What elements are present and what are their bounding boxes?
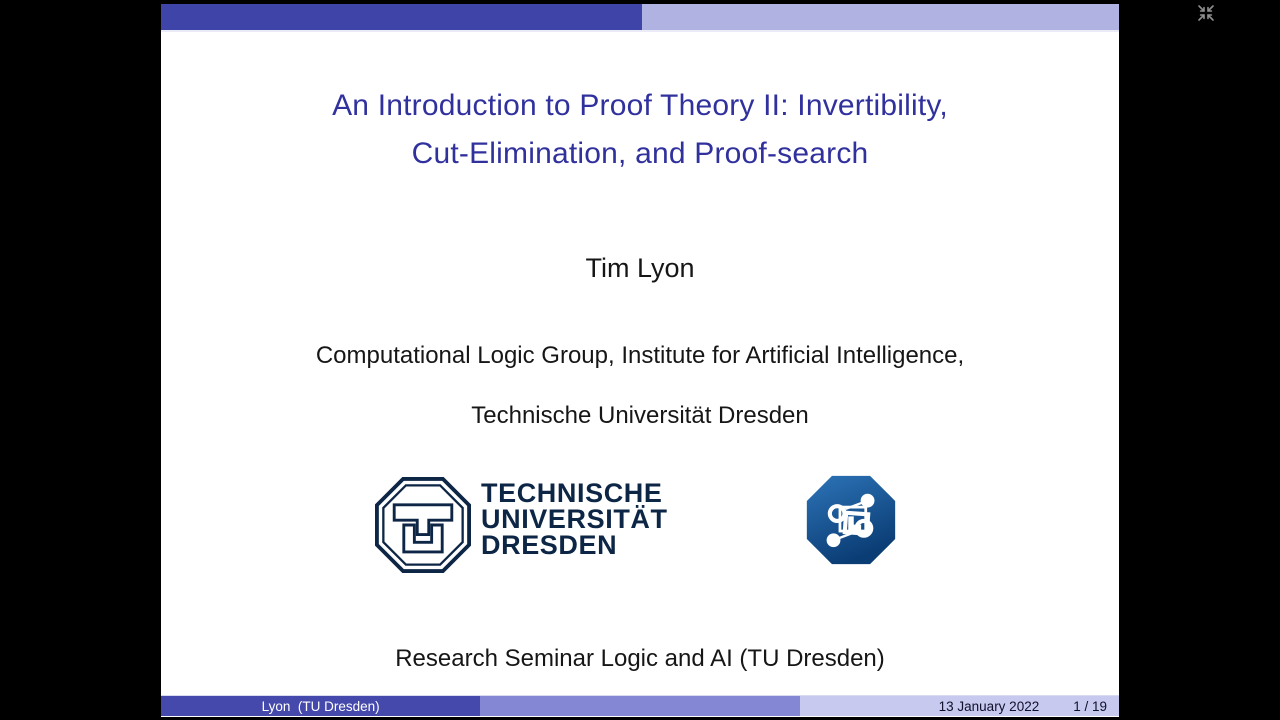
author-name: Tim Lyon <box>585 253 695 283</box>
affiliation-line2: Technische Universität Dresden <box>471 402 809 429</box>
presentation-slide <box>161 4 1119 717</box>
affiliation-line1: Computational Logic Group, Institute for Artificial Intelligence, <box>315 342 965 369</box>
slide-title-line2: Cut-Elimination, and Proof-search <box>411 137 869 170</box>
slide-title-line1: An Introduction to Proof Theory II: Invertibility, <box>332 89 948 122</box>
tu-dresden-logo-wordmark <box>481 480 668 558</box>
tu-logo-text-line3: DRESDEN <box>481 530 618 560</box>
tu-logo-text-line2: UNIVERSITÄT <box>481 504 668 534</box>
tu-logo-text-line1: TECHNISCHE <box>481 478 663 508</box>
header-underline <box>161 30 1119 32</box>
slide-footline <box>161 696 1119 716</box>
computational-logic-group-logo-icon <box>805 474 897 566</box>
footline-date: 13 January 2022 <box>938 698 1040 714</box>
exit-fullscreen-button[interactable] <box>1195 2 1217 24</box>
header-bar-dark-segment <box>161 4 642 30</box>
slide-title <box>161 82 1119 178</box>
seminar-note: Research Seminar Logic and AI (TU Dresden) <box>395 645 885 672</box>
footline-author: Lyon (TU Dresden) <box>161 696 480 716</box>
footline-date-frame <box>800 696 1119 716</box>
slide-header-bar <box>161 4 1119 30</box>
tu-dresden-logo-icon <box>375 477 471 573</box>
footline-middle-segment <box>480 696 799 716</box>
footline-frame-number: 1 / 19 <box>1073 698 1107 714</box>
header-bar-light-segment <box>642 4 1119 30</box>
exit-fullscreen-icon <box>1195 2 1217 24</box>
